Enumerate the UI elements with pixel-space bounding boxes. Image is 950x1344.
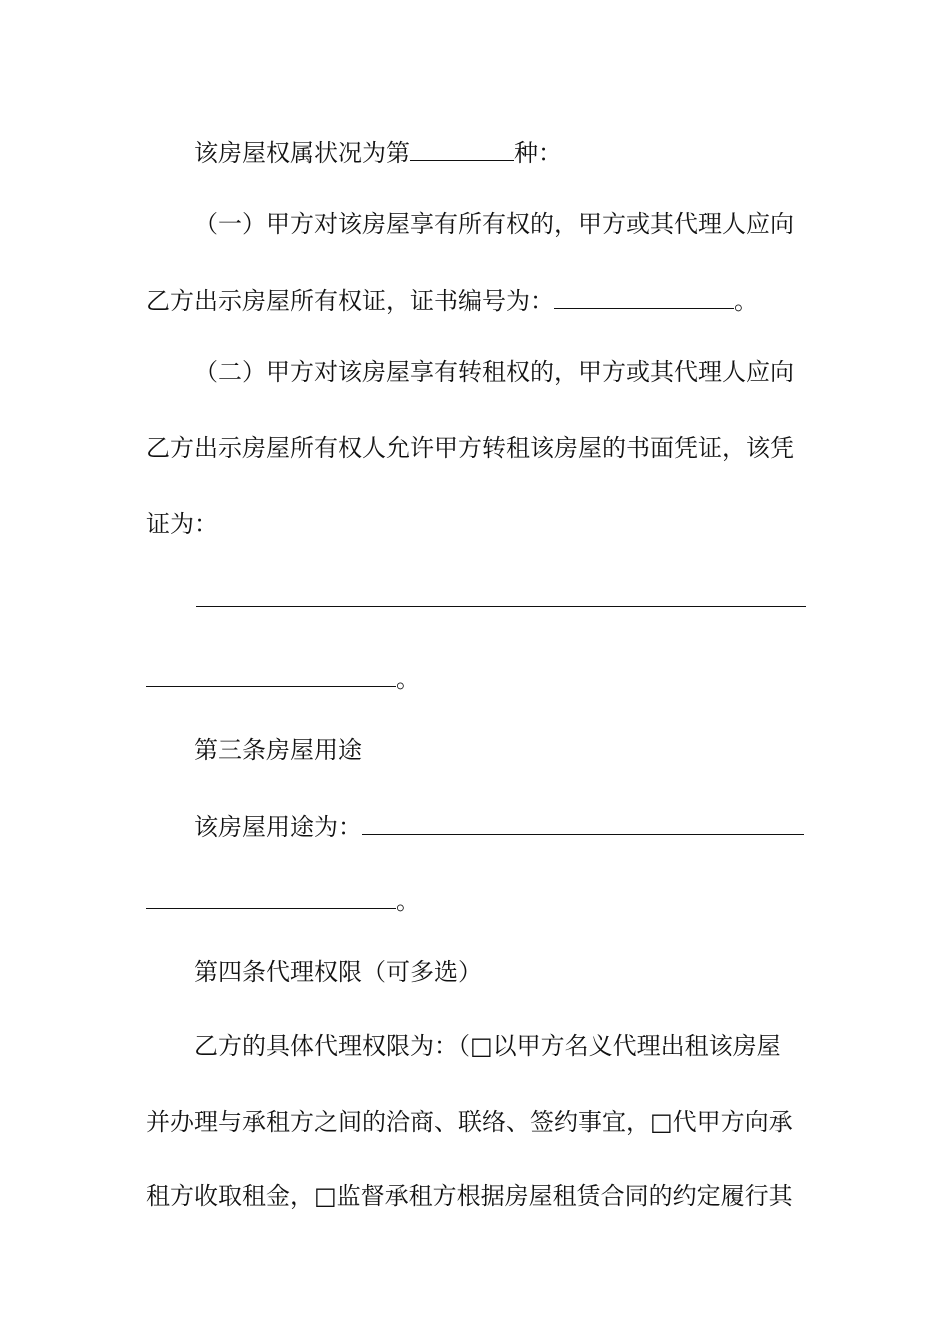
usage-end-suffix: 。 <box>396 887 420 915</box>
usage-end-line <box>146 884 806 917</box>
proof-end-suffix: 。 <box>396 665 420 693</box>
ownership-type-blank[interactable] <box>410 136 514 161</box>
usage-blank-long[interactable] <box>362 810 804 835</box>
proof-end-line <box>146 662 806 695</box>
authority-text-1: 乙方的具体代理权限为：（□以甲方名义代理出租该房屋 <box>194 1032 781 1060</box>
sublease-proof-line <box>146 432 806 464</box>
usage-line <box>194 810 806 843</box>
option-one-line <box>194 208 806 240</box>
option-two-line <box>194 356 806 388</box>
proof-blank-long[interactable] <box>196 606 806 607</box>
authority-line-3 <box>146 1180 806 1212</box>
option-one-text: （一）甲方对该房屋享有所有权的，甲方或其代理人应向 <box>194 210 794 238</box>
article-three-title: 第三条房屋用途 <box>194 736 362 764</box>
sublease-proof-text: 乙方出示房屋所有权人允许甲方转租该房屋的书面凭证，该凭 <box>146 434 794 462</box>
proof-label-text: 证为： <box>146 510 218 538</box>
option-two-text: （二）甲方对该房屋享有转租权的，甲方或其代理人应向 <box>194 358 794 386</box>
authority-text-3: 租方收取租金，□监督承租方根据房屋租赁合同的约定履行其 <box>146 1182 793 1210</box>
article-four-heading <box>194 956 806 988</box>
certificate-number-blank[interactable] <box>554 284 734 309</box>
article-four-title: 第四条代理权限（可多选） <box>194 958 482 986</box>
usage-text: 该房屋用途为： <box>194 813 362 841</box>
proof-label-line <box>146 508 806 540</box>
certificate-number-line <box>146 284 806 317</box>
usage-blank-short[interactable] <box>146 884 396 909</box>
ownership-type-text: 该房屋权属状况为第 <box>194 139 410 167</box>
ownership-type-line <box>194 136 806 169</box>
certificate-number-text: 乙方出示房屋所有权证，证书编号为： <box>146 287 554 315</box>
proof-blank-short[interactable] <box>146 662 396 687</box>
ownership-type-suffix: 种： <box>514 139 562 167</box>
authority-text-2: 并办理与承租方之间的洽商、联络、签约事宜，□代甲方向承 <box>146 1108 793 1136</box>
authority-line-1 <box>194 1030 806 1062</box>
authority-line-2 <box>146 1106 806 1138</box>
article-three-heading <box>194 734 806 766</box>
certificate-number-suffix: 。 <box>734 287 758 315</box>
